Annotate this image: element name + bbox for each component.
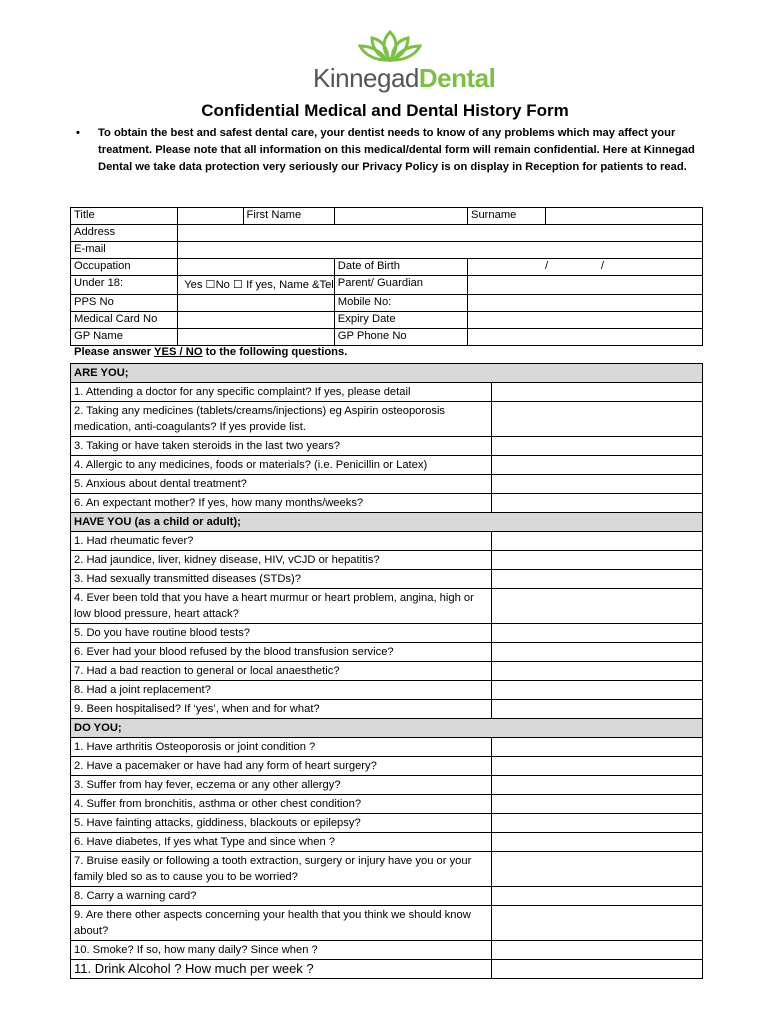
label-gp-name: GP Name [71, 329, 178, 346]
label-under-18: Under 18: [71, 276, 178, 295]
question-text: 5. Do you have routine blood tests? [71, 624, 492, 643]
answer-field[interactable] [492, 776, 703, 795]
label-pps: PPS No [71, 295, 178, 312]
answer-field[interactable] [492, 852, 703, 887]
email-field[interactable] [178, 242, 703, 259]
intro-text: To obtain the best and safest dental care, your dentist needs to know of any problems which may affect your treatment. Please note that all information on this medical/dental form will remain confidential. Here at Kinnegad Dental we take data protection very seriously our Privacy Policy is on display in Reception for patients to read. [98, 127, 695, 173]
label-title: Title [71, 208, 178, 225]
table-row [71, 906, 703, 941]
table-row [71, 532, 703, 551]
table-row [71, 960, 703, 979]
answer-field[interactable] [492, 456, 703, 475]
question-text: 6. Have diabetes, If yes what Type and since when ? [71, 833, 492, 852]
form-title: Confidential Medical and Dental History Form [201, 101, 569, 120]
patient-details-table [70, 207, 703, 346]
intro-notice [76, 125, 706, 176]
table-row [71, 795, 703, 814]
table-row [71, 589, 703, 624]
answer-field[interactable] [492, 532, 703, 551]
answer-field[interactable] [492, 494, 703, 513]
occupation-field[interactable] [178, 259, 335, 276]
under-18-yes-no[interactable]: Yes ☐No ☐ If yes, Name &Tel [178, 276, 335, 295]
table-row [71, 475, 703, 494]
label-parent-guardian: Parent/ Guardian [334, 276, 467, 295]
answer-field[interactable] [492, 833, 703, 852]
label-gp-phone: GP Phone No [334, 329, 467, 346]
mobile-field[interactable] [467, 295, 702, 312]
answer-field[interactable] [492, 475, 703, 494]
question-text: 5. Have fainting attacks, giddiness, blackouts or epilepsy? [71, 814, 492, 833]
question-text: 7. Had a bad reaction to general or local anaesthetic? [71, 662, 492, 681]
answer-field[interactable] [492, 643, 703, 662]
answer-field[interactable] [492, 887, 703, 906]
question-text: 3. Taking or have taken steroids in the last two years? [71, 437, 492, 456]
question-text: 9. Are there other aspects concerning your health that you think we should know about? [71, 906, 492, 941]
answer-field[interactable] [492, 738, 703, 757]
table-row [71, 570, 703, 589]
kinnegad-dental-logo [310, 30, 496, 100]
question-text: 2. Taking any medicines (tablets/creams/injections) eg Aspirin osteoporosis medication, anti-coagulants? If yes provide list. [71, 402, 492, 437]
date-of-birth-field[interactable]: / / [467, 259, 702, 276]
parent-guardian-field[interactable] [467, 276, 702, 295]
medical-card-field[interactable] [178, 312, 335, 329]
question-text: 3. Had sexually transmitted diseases (STDs)? [71, 570, 492, 589]
table-row [71, 402, 703, 437]
label-address: Address [71, 225, 178, 242]
question-text: 7. Bruise easily or following a tooth extraction, surgery or injury have you or your family bled so as to cause you to be worried? [71, 852, 492, 887]
answer-field[interactable] [492, 624, 703, 643]
answer-field[interactable] [492, 941, 703, 960]
table-row [71, 852, 703, 887]
question-text: 2. Had jaundice, liver, kidney disease, HIV, vCJD or hepatitis? [71, 551, 492, 570]
table-row [71, 887, 703, 906]
table-row [71, 456, 703, 475]
section-heading-do-you: DO YOU; [71, 719, 703, 738]
question-text: 6. An expectant mother? If yes, how many months/weeks? [71, 494, 492, 513]
question-text: 1. Had rheumatic fever? [71, 532, 492, 551]
table-row [71, 700, 703, 719]
logo-wordmark: KinnegadDental [313, 63, 496, 93]
answer-field[interactable] [492, 757, 703, 776]
answer-field[interactable] [492, 814, 703, 833]
question-text: 9. Been hospitalised? If ‘yes’, when and for what? [71, 700, 492, 719]
table-row [71, 814, 703, 833]
question-text: 1. Attending a doctor for any specific complaint? If yes, please detail [71, 383, 492, 402]
answer-field[interactable] [492, 795, 703, 814]
section-heading-are-you: ARE YOU; [71, 364, 703, 383]
label-surname: Surname [467, 208, 545, 225]
table-row [71, 551, 703, 570]
table-row [71, 757, 703, 776]
title-field[interactable] [178, 208, 243, 225]
pps-field[interactable] [178, 295, 335, 312]
question-text: 3. Suffer from hay fever, eczema or any other allergy? [71, 776, 492, 795]
question-text: 8. Had a joint replacement? [71, 681, 492, 700]
answer-field[interactable] [492, 570, 703, 589]
bullet-icon: • [76, 127, 80, 139]
question-text: 6. Ever had your blood refused by the blood transfusion service? [71, 643, 492, 662]
answer-field[interactable] [492, 437, 703, 456]
table-row [71, 624, 703, 643]
table-row [71, 643, 703, 662]
table-row [71, 662, 703, 681]
label-first-name: First Name [243, 208, 334, 225]
question-text: 2. Have a pacemaker or have had any form of heart surgery? [71, 757, 492, 776]
label-mobile: Mobile No: [334, 295, 467, 312]
label-date-of-birth: Date of Birth [334, 259, 467, 276]
question-text: 4. Ever been told that you have a heart murmur or heart problem, angina, high or low blood pressure, heart attack? [71, 589, 492, 624]
answer-field[interactable] [492, 551, 703, 570]
address-field[interactable] [178, 225, 703, 242]
table-row [71, 776, 703, 795]
section-heading-have-you: HAVE YOU (as a child or adult); [71, 513, 703, 532]
label-medical-card: Medical Card No [71, 312, 178, 329]
answer-field[interactable] [492, 960, 703, 979]
answer-field[interactable] [492, 402, 703, 437]
lotus-icon [358, 30, 422, 62]
table-row [71, 437, 703, 456]
question-text: 8. Carry a warning card? [71, 887, 492, 906]
label-occupation: Occupation [71, 259, 178, 276]
question-text: 10. Smoke? If so, how many daily? Since when ? [71, 941, 492, 960]
table-row [71, 941, 703, 960]
gp-name-field[interactable] [178, 329, 335, 346]
answer-field[interactable] [492, 700, 703, 719]
first-name-field[interactable] [334, 208, 467, 225]
surname-field[interactable] [546, 208, 703, 225]
table-row [71, 738, 703, 757]
answer-instructions: Please answer YES / NO to the following questions. [74, 346, 348, 358]
label-expiry-date: Expiry Date [334, 312, 467, 329]
question-text: 4. Allergic to any medicines, foods or materials? (i.e. Penicillin or Latex) [71, 456, 492, 475]
answer-field[interactable] [492, 662, 703, 681]
questions-table [70, 363, 703, 979]
table-row [71, 681, 703, 700]
answer-field[interactable] [492, 589, 703, 624]
expiry-date-field[interactable] [467, 312, 702, 329]
table-row [71, 383, 703, 402]
answer-field[interactable] [492, 383, 703, 402]
question-text: 5. Anxious about dental treatment? [71, 475, 492, 494]
label-email: E-mail [71, 242, 178, 259]
answer-field[interactable] [492, 681, 703, 700]
table-row [71, 833, 703, 852]
question-text: 1. Have arthritis Osteoporosis or joint condition ? [71, 738, 492, 757]
answer-field[interactable] [492, 906, 703, 941]
question-text: 4. Suffer from bronchitis, asthma or other chest condition? [71, 795, 492, 814]
table-row [71, 494, 703, 513]
question-text: 11. Drink Alcohol ? How much per week ? [71, 960, 492, 979]
gp-phone-field[interactable] [467, 329, 702, 346]
